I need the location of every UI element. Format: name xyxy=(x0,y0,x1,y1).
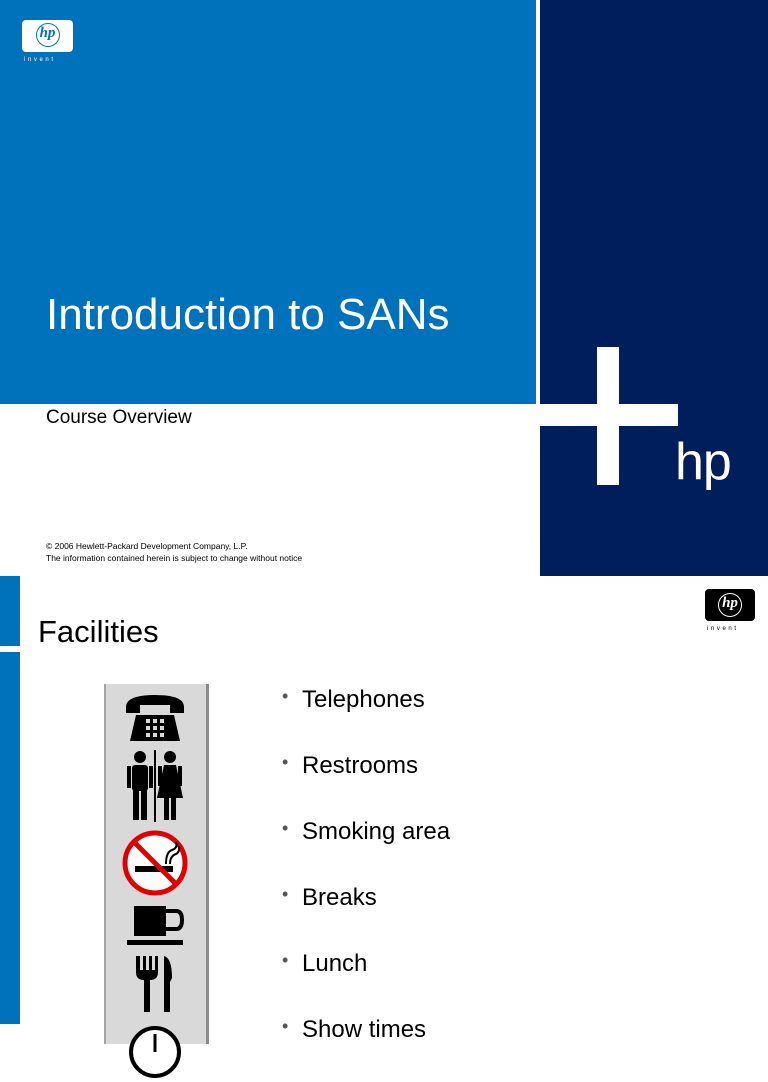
blue-title-panel xyxy=(0,0,536,404)
bullet-icon: • xyxy=(282,818,289,838)
list-item xyxy=(282,884,450,950)
logo-tagline: invent xyxy=(24,57,56,63)
presentation-subtitle: Course Overview xyxy=(46,407,192,428)
list-item xyxy=(282,818,450,884)
list-item xyxy=(282,950,450,1016)
no-smoking-icon xyxy=(122,828,188,898)
restroom-icon xyxy=(122,750,188,822)
copyright-line: © 2006 Hewlett-Packard Development Company, L.P. xyxy=(46,541,248,551)
presentation-title: Introduction to SANs xyxy=(46,290,450,339)
list-item-label: Restrooms xyxy=(302,752,419,779)
list-item xyxy=(282,752,450,818)
hp-logo xyxy=(705,589,755,621)
hp-logo-mark: hp xyxy=(39,25,56,41)
logo-tagline: invent xyxy=(707,626,739,632)
list-item xyxy=(282,1016,450,1082)
list-item-label: Breaks xyxy=(302,884,377,911)
bullet-icon: • xyxy=(282,752,289,772)
list-item-label: Smoking area xyxy=(302,818,451,845)
disclaimer-line: The information contained herein is subject to change without notice xyxy=(46,553,303,563)
bullet-icon: • xyxy=(282,884,289,904)
bullet-icon: • xyxy=(282,1016,289,1036)
accent-bar-bottom xyxy=(0,652,20,1024)
bullet-icon: • xyxy=(282,686,289,706)
facilities-slide xyxy=(0,576,768,1043)
plus-sign-horizontal xyxy=(540,404,678,426)
bullet-icon: • xyxy=(282,950,289,970)
telephone-icon xyxy=(122,689,188,747)
clock-icon xyxy=(122,1022,188,1082)
list-item xyxy=(282,686,450,752)
accent-bar-top xyxy=(0,576,20,646)
hp-wordmark: hp xyxy=(675,433,731,491)
coffee-break-icon xyxy=(122,906,188,950)
hp-logo-mark: hp xyxy=(722,595,738,611)
navy-brand-panel xyxy=(540,0,768,576)
list-item-label: Lunch xyxy=(302,950,368,977)
facilities-list xyxy=(282,686,450,1082)
list-item-label: Telephones xyxy=(302,686,425,713)
lunch-icon xyxy=(122,954,188,1014)
copyright-notice xyxy=(46,540,302,564)
list-item-label: Show times xyxy=(302,1016,427,1043)
slide-title: Facilities xyxy=(38,614,159,649)
hp-logo xyxy=(22,20,73,52)
facility-signs-panel xyxy=(104,684,209,1044)
